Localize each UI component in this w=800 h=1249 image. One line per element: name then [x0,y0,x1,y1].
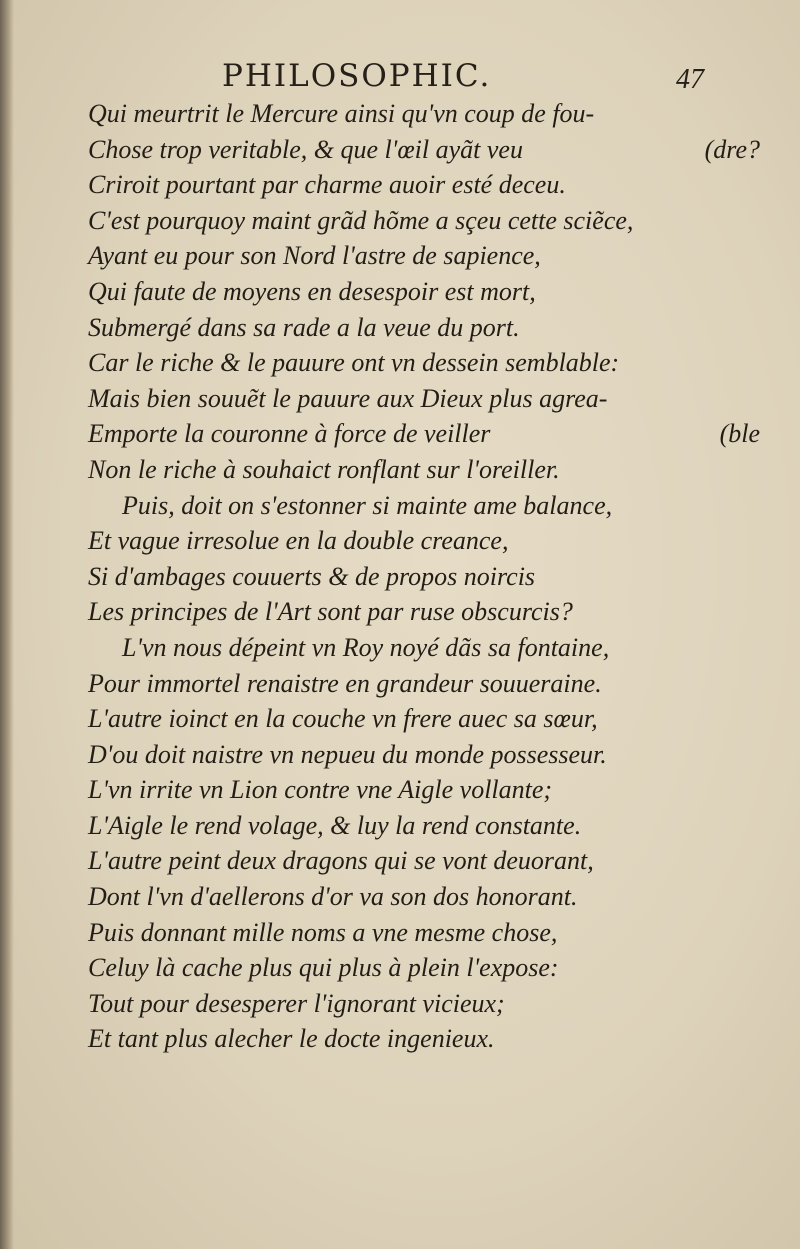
verse-line [88,310,768,346]
verse-line [88,132,768,168]
verse-line [88,559,768,595]
verse-text [88,96,768,1057]
verse-line [88,630,768,666]
verse-line-text: D'ou doit naistre vn nepueu du monde possesseur. [88,739,607,769]
verse-line-text: L'vn irrite vn Lion contre vne Aigle vollante; [88,775,553,805]
verse-line [88,986,768,1022]
verse-line-text: L'Aigle le rend volage, & luy la rend constante. [88,810,582,840]
verse-line-text: L'autre ioinct en la couche vn frere auec sa sœur, [88,704,598,734]
verse-line [88,772,768,808]
verse-line-text: Si d'ambages couuerts & de propos noircis [88,561,536,591]
verse-line [88,950,768,986]
verse-line [88,915,768,951]
verse-line-text: Puis donnant mille noms a vne mesme chose, [88,917,558,947]
verse-line [88,808,768,844]
verse-line-text: Celuy là cache plus qui plus à plein l'expose: [88,953,559,983]
verse-line [88,666,768,702]
verse-line [88,345,768,381]
verse-line-text: Chose trop veritable, & que l'œil ayãt veu [88,134,523,164]
verse-line-text: Qui meurtrit le Mercure ainsi qu'vn coup de fou- [88,99,595,128]
verse-line [88,701,768,737]
verse-line-text: Mais bien souuẽt le pauure aux Dieux plus agrea- [88,383,608,413]
verse-line-text: Submergé dans sa rade a la veue du port. [88,312,520,342]
verse-line-text: Non le riche à souhaict ronflant sur l'oreiller. [88,454,560,484]
verse-line [88,238,768,274]
verse-line-text: L'vn nous dépeint vn Roy noyé dãs sa fontaine, [122,632,610,662]
verse-line [88,381,768,417]
verse-line [88,203,768,239]
running-title: PHILOSOPHIC. [222,58,492,94]
verse-line [88,167,768,203]
carried-over-word: (ble [719,419,760,449]
verse-line-text: Puis, doit on s'estonner si mainte ame balance, [122,490,613,520]
verse-line [88,274,768,310]
verse-line-text: Et vague irresolue en la double creance, [88,526,509,556]
verse-line [88,879,768,915]
verse-line-text: Les principes de l'Art sont par ruse obscurcis? [88,597,573,627]
verse-line [88,416,768,452]
verse-line [88,737,768,773]
page-number: 47 [676,64,704,95]
verse-line-text: Qui faute de moyens en desespoir est mort, [88,276,536,306]
verse-line [88,488,768,524]
verse-line [88,843,768,879]
verse-line-text: Dont l'vn d'aellerons d'or va son dos honorant. [88,882,578,912]
verse-line [88,452,768,488]
verse-line [88,1021,768,1057]
verse-line-text: Car le riche & le pauure ont vn dessein semblable: [88,348,620,378]
page-binding-edge [0,0,14,1249]
verse-line-text: Tout pour desesperer l'ignorant vicieux; [88,988,505,1018]
carried-over-word: (dre? [704,134,760,164]
verse-line-text: Criroit pourtant par charme auoir esté deceu. [88,170,566,200]
verse-line-text: C'est pourquoy maint grãd hõme a sçeu cette sciẽce, [88,205,634,235]
verse-line-text: Et tant plus alecher le docte ingenieux. [88,1024,495,1054]
verse-line [88,594,768,630]
verse-line-text: L'autre peint deux dragons qui se vont deuorant, [88,846,594,876]
verse-line [88,523,768,559]
verse-line-text: Emporte la couronne à force de veiller [88,419,491,449]
verse-line-text: Ayant eu pour son Nord l'astre de sapience, [88,241,541,271]
verse-line-text: Pour immortel renaistre en grandeur souueraine. [88,668,602,698]
verse-line [88,96,768,132]
